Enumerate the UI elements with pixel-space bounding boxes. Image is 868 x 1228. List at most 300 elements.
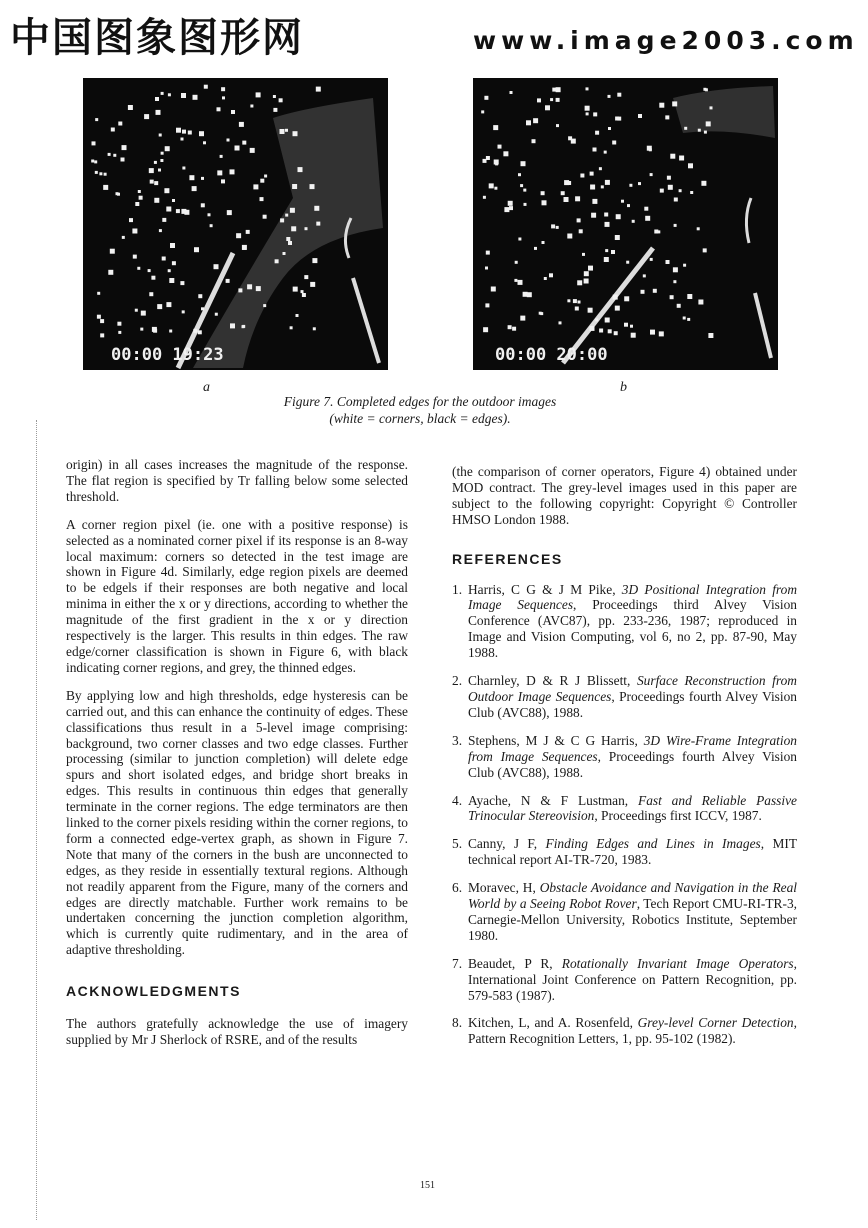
paragraph-corner-region: A corner region pixel (ie. one with a positive response) is selected as a nominated corner pixel if its response is an 8-way local maximum: corners so detected in the test image are shown in Figure 4d. Similarly, edge region pixels are deemed to be edgels if their responses are both negative and local minima in either the x or y directions, according to whether the magnitude of the first gradient in the x or y direction respectively is the larger. This results in thin edges. The raw edge/corner classification is shown in Figure 6, with black indicating corner regions, and grey, the thinned edges.	[66, 516, 408, 675]
figure-7a-image	[83, 78, 388, 370]
corner-marker	[162, 257, 166, 261]
reference-text	[468, 836, 797, 868]
reference-authors: Canny, J F,	[468, 836, 546, 852]
corner-marker	[165, 146, 170, 151]
corner-marker	[310, 184, 315, 189]
corner-marker	[161, 92, 164, 95]
corner-marker	[641, 290, 645, 294]
corner-marker	[698, 129, 701, 132]
corner-marker	[673, 267, 678, 272]
reference-authors: Kitchen, L, and A. Rosenfeld,	[468, 1015, 638, 1031]
corner-marker	[304, 275, 308, 279]
figure-7b-graphic	[473, 78, 778, 370]
corner-marker	[486, 156, 490, 160]
corner-marker	[156, 110, 161, 115]
corner-marker	[494, 187, 497, 190]
corner-marker	[166, 302, 171, 307]
corner-marker	[103, 185, 108, 190]
page-number: 151	[420, 1180, 435, 1191]
reference-title: Fast and Reliable Passive Trinocular Stereovision	[468, 792, 797, 824]
corner-marker	[667, 176, 671, 180]
reference-title: Obstacle Avoidance and Navigation in the Real World by a Seeing Robot Rover	[468, 880, 797, 912]
left-column	[66, 457, 408, 1060]
corner-marker	[616, 214, 621, 219]
corner-marker	[104, 173, 107, 176]
corner-marker	[684, 127, 687, 130]
corner-marker	[617, 117, 621, 121]
corner-marker	[250, 148, 255, 153]
corner-marker	[674, 224, 677, 227]
corner-marker	[256, 286, 261, 291]
corner-marker	[601, 185, 604, 188]
corner-marker	[154, 198, 159, 203]
corner-marker	[199, 131, 204, 136]
corner-marker	[198, 294, 202, 298]
corner-marker	[208, 213, 211, 216]
corner-marker	[235, 146, 240, 151]
reference-source: , MIT technical report AI-TR-720, 1983.	[468, 836, 798, 868]
figure-7a-timestamp: 00:00 19:23	[111, 345, 224, 365]
corner-marker	[564, 180, 569, 185]
corner-marker	[604, 151, 607, 154]
corner-marker	[590, 172, 594, 176]
figure-7a-graphic	[83, 78, 388, 370]
reference-number: 5.	[452, 836, 463, 852]
corner-marker	[182, 130, 186, 134]
caption-line-2: (white = corners, black = edges).	[329, 411, 511, 426]
corner-marker	[550, 98, 553, 101]
corner-marker	[638, 114, 642, 118]
corner-marker	[296, 314, 299, 317]
corner-marker	[275, 259, 279, 263]
corner-marker	[149, 168, 154, 173]
corner-marker	[614, 331, 618, 335]
corner-marker	[226, 279, 230, 283]
corner-marker	[100, 333, 104, 337]
corner-marker	[305, 227, 308, 230]
figure-7b-label: b	[620, 380, 627, 395]
corner-marker	[193, 329, 197, 333]
corner-marker	[162, 218, 166, 222]
corner-marker	[140, 328, 143, 331]
corner-marker	[518, 238, 521, 241]
corner-marker	[155, 97, 159, 101]
reference-number: 2.	[452, 673, 463, 689]
corner-marker	[659, 103, 664, 108]
corner-marker	[116, 192, 119, 195]
corner-marker	[593, 112, 597, 116]
reference-item	[452, 880, 797, 944]
reference-title: Surface Reconstruction from Outdoor Image Sequences	[468, 673, 797, 704]
corner-marker	[577, 280, 582, 285]
corner-marker	[515, 261, 518, 264]
site-banner-url: www.image2003.com	[473, 26, 859, 55]
corner-marker	[611, 250, 615, 254]
corner-marker	[157, 304, 162, 309]
reference-source: , Proceedings third Alvey Vision Conference (AVC87), pp. 233-236, 1987; reproduced in Image and Vision Computing, vol 6, no 2, pp. 87-90, May 1988.	[468, 597, 798, 661]
reference-item	[452, 733, 797, 781]
corner-marker	[159, 134, 162, 137]
corner-marker	[227, 210, 232, 215]
corner-marker	[280, 218, 284, 222]
corner-marker	[164, 188, 169, 193]
corner-marker	[524, 203, 527, 206]
corner-marker	[577, 218, 581, 222]
reference-text	[468, 582, 797, 662]
corner-marker	[575, 307, 579, 311]
corner-marker	[291, 226, 296, 231]
corner-marker	[556, 87, 561, 92]
corner-marker	[483, 327, 488, 332]
corner-marker	[556, 124, 559, 127]
corner-marker	[590, 326, 595, 331]
corner-marker	[514, 279, 517, 282]
corner-marker	[260, 179, 264, 183]
corner-marker	[203, 141, 206, 144]
corner-marker	[539, 312, 542, 315]
corner-marker	[649, 148, 652, 151]
corner-marker	[579, 229, 583, 233]
corner-marker	[650, 173, 653, 176]
reference-number: 4.	[452, 792, 463, 808]
reference-number: 3.	[452, 732, 463, 748]
reference-item	[452, 673, 797, 721]
corner-marker	[674, 198, 678, 202]
corner-marker	[608, 329, 612, 333]
corner-marker	[595, 131, 599, 135]
corner-marker	[518, 280, 523, 285]
corner-marker	[590, 185, 595, 190]
corner-marker	[247, 284, 252, 289]
corner-marker	[181, 93, 186, 98]
corner-marker	[148, 269, 151, 272]
corner-marker	[679, 156, 684, 161]
reference-source: , Proceedings first ICCV, 1987.	[594, 808, 762, 824]
corner-marker	[217, 107, 221, 111]
corner-marker	[584, 271, 589, 276]
corner-marker	[687, 294, 692, 299]
reference-authors: Ayache, N & F Lustman,	[468, 792, 639, 808]
corner-marker	[518, 173, 521, 176]
corner-marker	[508, 325, 512, 329]
corner-marker	[489, 183, 494, 188]
corner-marker	[194, 247, 199, 252]
corner-marker	[561, 191, 565, 195]
site-banner-chinese: 中国图象图形网	[10, 14, 304, 61]
corner-marker	[542, 241, 545, 244]
corner-marker	[313, 327, 316, 330]
reference-item	[452, 956, 797, 1004]
references-heading: REFERENCES	[452, 550, 563, 567]
corner-marker	[204, 85, 208, 89]
right-column	[452, 464, 797, 1059]
reference-authors: Beaudet, P R,	[468, 955, 562, 971]
corner-marker	[605, 180, 610, 185]
corner-marker	[575, 196, 580, 201]
corner-marker	[643, 274, 646, 277]
corner-marker	[551, 224, 555, 228]
reference-text	[468, 673, 797, 721]
corner-marker	[92, 141, 96, 145]
corner-marker	[314, 206, 319, 211]
corner-marker	[198, 330, 202, 334]
corner-marker	[292, 184, 297, 189]
corner-marker	[485, 303, 489, 307]
corner-marker	[151, 276, 155, 280]
corner-marker	[498, 145, 502, 149]
corner-marker	[704, 131, 707, 134]
corner-marker	[137, 267, 140, 270]
corner-marker	[687, 318, 690, 321]
corner-marker	[630, 325, 633, 328]
corner-marker	[493, 125, 498, 130]
corner-marker	[504, 207, 509, 212]
corner-marker	[312, 258, 317, 263]
corner-marker	[138, 190, 141, 193]
figure-7-caption	[180, 393, 660, 427]
corner-marker	[679, 189, 682, 192]
corner-marker	[483, 196, 486, 199]
corner-marker	[586, 112, 589, 115]
corner-marker	[659, 331, 664, 336]
corner-marker	[280, 129, 285, 134]
corner-marker	[227, 139, 230, 142]
corner-marker	[166, 207, 171, 212]
corner-marker	[99, 172, 102, 175]
corner-marker	[273, 108, 277, 112]
corner-marker	[141, 311, 146, 316]
corner-marker	[567, 299, 570, 302]
corner-marker	[683, 264, 686, 267]
corner-marker	[273, 95, 276, 98]
corner-marker	[293, 287, 298, 292]
corner-marker	[169, 330, 172, 333]
corner-marker	[188, 131, 192, 135]
corner-marker	[117, 322, 121, 326]
corner-marker	[588, 308, 593, 313]
paragraph-origin: origin) in all cases increases the magnitude of the response. The flat region is specified by Tr falling below some selected threshold.	[66, 457, 408, 504]
corner-marker	[283, 252, 286, 255]
corner-marker	[605, 249, 608, 252]
corner-marker	[584, 279, 589, 284]
corner-marker	[632, 220, 635, 223]
corner-marker	[604, 257, 609, 262]
caption-line-1: Figure 7. Completed edges for the outdoor images	[283, 394, 557, 409]
corner-marker	[118, 122, 122, 126]
corner-marker	[279, 98, 283, 102]
reference-text	[468, 1015, 797, 1047]
corner-marker	[210, 224, 213, 227]
reference-title: 3D Positional Integration from Image Sequences	[468, 581, 797, 613]
corner-marker	[144, 114, 149, 119]
corner-marker	[221, 179, 225, 183]
corner-marker	[690, 191, 693, 194]
reference-text	[468, 733, 797, 781]
corner-marker	[285, 129, 288, 132]
corner-marker	[169, 278, 174, 283]
corner-marker	[494, 160, 499, 165]
corner-marker	[193, 95, 198, 100]
corner-marker	[172, 199, 175, 202]
corner-marker	[286, 237, 290, 241]
corner-marker	[121, 158, 125, 162]
reference-source: , International Joint Conference on Pattern Recognition, pp. 579-583 (1987).	[468, 955, 797, 1003]
reference-number: 7.	[452, 955, 463, 971]
reference-title: Rotationally Invariant Image Operators	[561, 955, 794, 971]
corner-marker	[242, 325, 245, 328]
corner-marker	[710, 106, 713, 109]
reference-text	[468, 880, 797, 944]
corner-marker	[615, 235, 620, 240]
corner-marker	[650, 330, 655, 335]
corner-marker	[608, 95, 611, 98]
corner-marker	[573, 299, 577, 303]
corner-marker	[644, 207, 648, 211]
corner-marker	[189, 175, 194, 180]
corner-marker	[556, 226, 559, 229]
corner-marker	[139, 196, 143, 200]
corner-marker	[161, 152, 164, 155]
corner-marker	[520, 184, 523, 187]
corner-marker	[483, 159, 487, 163]
corner-marker	[250, 105, 253, 108]
corner-marker	[95, 118, 98, 121]
corner-marker	[541, 191, 545, 195]
corner-marker	[615, 306, 620, 311]
corner-marker	[221, 87, 225, 91]
corner-marker	[176, 209, 180, 213]
corner-marker	[701, 181, 706, 186]
corner-marker	[97, 315, 101, 319]
corner-marker	[510, 91, 513, 94]
corner-marker	[532, 139, 536, 143]
corner-marker	[238, 288, 242, 292]
corner-marker	[172, 261, 176, 265]
corner-marker	[215, 313, 218, 316]
corner-marker	[263, 215, 267, 219]
corner-marker	[481, 110, 484, 113]
corner-marker	[222, 96, 225, 99]
corner-marker	[182, 167, 185, 170]
corner-marker	[593, 148, 597, 152]
corner-marker	[298, 167, 303, 172]
corner-marker	[578, 301, 581, 304]
corner-marker	[135, 309, 138, 312]
corner-marker	[617, 93, 621, 97]
reference-source: , Proceedings fourth Alvey Vision Club (AVC88), 1988.	[468, 748, 797, 780]
corner-marker	[533, 118, 538, 123]
corner-marker	[484, 96, 488, 100]
corner-marker	[122, 236, 125, 239]
corner-marker	[246, 230, 250, 234]
corner-marker	[697, 227, 700, 230]
acknowledgments-heading: ACKNOWLEDGMENTS	[66, 983, 241, 1000]
corner-marker	[629, 184, 632, 187]
corner-marker	[624, 323, 628, 327]
reference-source: , Tech Report CMU-RI-TR-3, Carnegie-Mellon University, Robotics Institute, September 1980.	[468, 896, 797, 943]
reference-number: 6.	[452, 880, 463, 896]
reference-text	[468, 956, 797, 1004]
corner-marker	[638, 182, 641, 185]
corner-marker	[688, 163, 693, 168]
corner-marker	[486, 251, 490, 255]
corner-marker	[108, 270, 113, 275]
corner-marker	[571, 139, 576, 144]
corner-marker	[491, 287, 496, 292]
paragraph-copyright: (the comparison of corner operators, Figure 4) obtained under MOD contract. The grey-level images used in this paper are subject to the following copyright: Copyright © Controller HMSO London 1988.	[452, 464, 797, 527]
reference-authors: Charnley, D & R J Blissett,	[468, 673, 637, 689]
corner-marker	[552, 88, 556, 92]
corner-marker	[564, 197, 569, 202]
corner-marker	[666, 260, 670, 264]
corner-marker	[180, 281, 184, 285]
corner-marker	[231, 110, 235, 114]
reference-item	[452, 836, 797, 868]
corner-marker	[605, 318, 610, 323]
corner-marker	[302, 293, 306, 297]
corner-marker	[159, 229, 162, 232]
figure-7b-image	[473, 78, 778, 370]
corner-marker	[113, 154, 116, 157]
corner-marker	[201, 177, 204, 180]
reference-authors: Harris, C G & J M Pike,	[468, 581, 622, 597]
corner-marker	[242, 245, 247, 250]
corner-marker	[526, 120, 531, 125]
corner-marker	[703, 88, 706, 91]
reference-authors: Stephens, M J & C G Harris,	[468, 732, 644, 748]
corner-marker	[290, 208, 295, 213]
reference-title: Grey-level Corner Detection	[637, 1015, 794, 1031]
corner-marker	[703, 248, 707, 252]
corner-marker	[316, 87, 321, 92]
reference-authors: Moravec, H,	[468, 880, 540, 896]
corner-marker	[485, 267, 488, 270]
corner-marker	[316, 222, 320, 226]
corner-marker	[673, 280, 676, 283]
corner-marker	[217, 170, 222, 175]
corner-marker	[135, 202, 139, 206]
corner-marker	[599, 167, 602, 170]
corner-marker	[527, 292, 532, 297]
corner-marker	[582, 253, 585, 256]
corner-marker	[677, 304, 681, 308]
reference-item	[452, 793, 797, 825]
corner-marker	[256, 92, 261, 97]
corner-marker	[509, 206, 513, 210]
corner-marker	[549, 273, 553, 277]
reference-item	[452, 1015, 797, 1047]
figure-7a-label: a	[203, 380, 210, 395]
corner-marker	[263, 304, 266, 307]
corner-marker	[182, 310, 185, 313]
corner-marker	[220, 155, 223, 158]
corner-marker	[290, 326, 293, 329]
corner-marker	[586, 87, 589, 90]
corner-marker	[612, 141, 616, 145]
corner-marker	[214, 264, 219, 269]
corner-marker	[523, 189, 526, 192]
corner-marker	[301, 290, 304, 293]
corner-marker	[672, 101, 677, 106]
corner-marker	[503, 151, 508, 156]
corner-marker	[288, 241, 292, 245]
corner-marker	[545, 105, 550, 110]
corner-marker	[654, 230, 658, 234]
corner-marker	[534, 247, 537, 250]
figure-7b-timestamp: 00:00 20:00	[495, 345, 608, 365]
corner-marker	[110, 249, 115, 254]
corner-marker	[133, 255, 137, 259]
